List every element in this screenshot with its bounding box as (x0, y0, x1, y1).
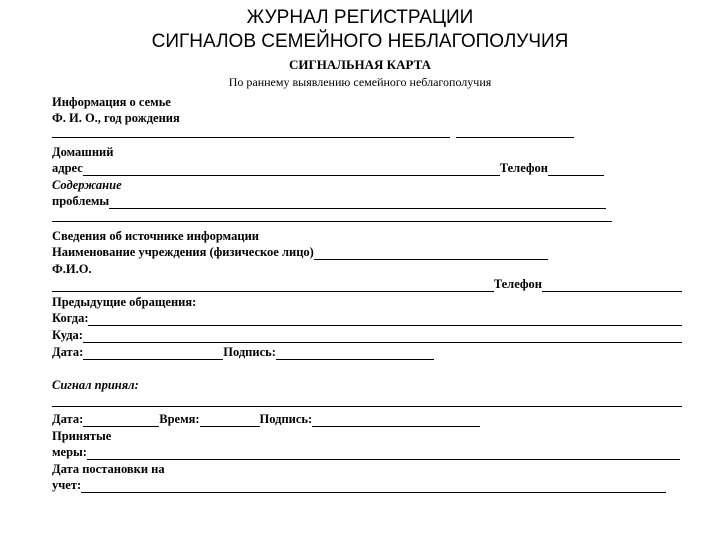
source-fio-label: Ф.И.О. (52, 262, 92, 276)
previous-date-field[interactable] (83, 347, 223, 360)
family-phone-label: Телефон (499, 161, 548, 175)
signal-received-label: Сигнал принял: (52, 378, 139, 392)
measures-label-line2: меры: (52, 445, 87, 459)
previous-where-row (52, 327, 682, 343)
received-signature-field[interactable] (312, 414, 480, 427)
address-row (52, 160, 604, 176)
problem-field[interactable] (109, 196, 606, 209)
previous-when-label: Когда: (52, 311, 89, 325)
source-phone-field[interactable] (542, 279, 682, 292)
signal-received-field[interactable] (52, 406, 682, 407)
previous-date-row (52, 344, 434, 360)
measures-row (52, 444, 680, 460)
previous-when-field[interactable] (88, 313, 682, 326)
source-phone-label: Телефон (493, 277, 542, 291)
address-field[interactable] (83, 163, 500, 176)
received-time-label: Время: (159, 412, 200, 426)
institution-row (52, 244, 548, 260)
institution-field[interactable] (314, 247, 548, 260)
family-name-field[interactable] (52, 137, 450, 138)
journal-title-line2: СИГНАЛОВ СЕМЕЙНОГО НЕБЛАГОПОЛУЧИЯ (151, 31, 569, 52)
problem-label-line1: Содержание (52, 178, 122, 192)
registration-date-label-line1: Дата постановки на (52, 462, 165, 476)
family-phone-field[interactable] (548, 163, 604, 176)
card-title: СИГНАЛЬНАЯ КАРТА (288, 57, 432, 72)
previous-when-row (52, 310, 682, 326)
source-fio-field[interactable] (52, 279, 494, 292)
address-label-line1: Домашний (52, 145, 114, 159)
registration-date-label-line2: учет: (52, 478, 82, 492)
problem-label-line2: проблемы (52, 194, 110, 208)
measures-label-line1: Принятые (52, 429, 112, 443)
source-info-heading: Сведения об источнике информации (52, 229, 259, 243)
birth-year-field[interactable] (456, 137, 574, 138)
received-signature-label: Подпись: (259, 412, 313, 426)
card-subtitle: По раннему выявлению семейного неблагополучия (228, 75, 492, 89)
received-date-field[interactable] (83, 414, 159, 427)
received-datetime-row (52, 411, 480, 427)
source-fio-row (52, 276, 682, 292)
family-name-label: Ф. И. О., год рождения (52, 111, 180, 125)
previous-where-field[interactable] (83, 330, 682, 343)
institution-label: Наименование учреждения (физическое лицо) (52, 245, 314, 259)
problem-row (52, 193, 606, 209)
registration-date-row (52, 477, 666, 493)
received-time-field[interactable] (200, 414, 260, 427)
previous-appeals-heading: Предыдущие обращения: (52, 295, 197, 309)
received-date-label: Дата: (52, 412, 84, 426)
registration-date-field[interactable] (81, 480, 666, 493)
previous-date-label: Дата: (52, 345, 84, 359)
previous-signature-label: Подпись: (223, 345, 276, 359)
journal-title-line1: ЖУРНАЛ РЕГИСТРАЦИИ (246, 7, 474, 28)
problem-field-extra-line[interactable] (52, 221, 612, 222)
address-label-line2: адрес (52, 161, 83, 175)
previous-where-label: Куда: (52, 328, 83, 342)
family-info-heading: Информация о семье (52, 95, 171, 109)
measures-field[interactable] (87, 447, 680, 460)
previous-signature-field[interactable] (276, 347, 434, 360)
